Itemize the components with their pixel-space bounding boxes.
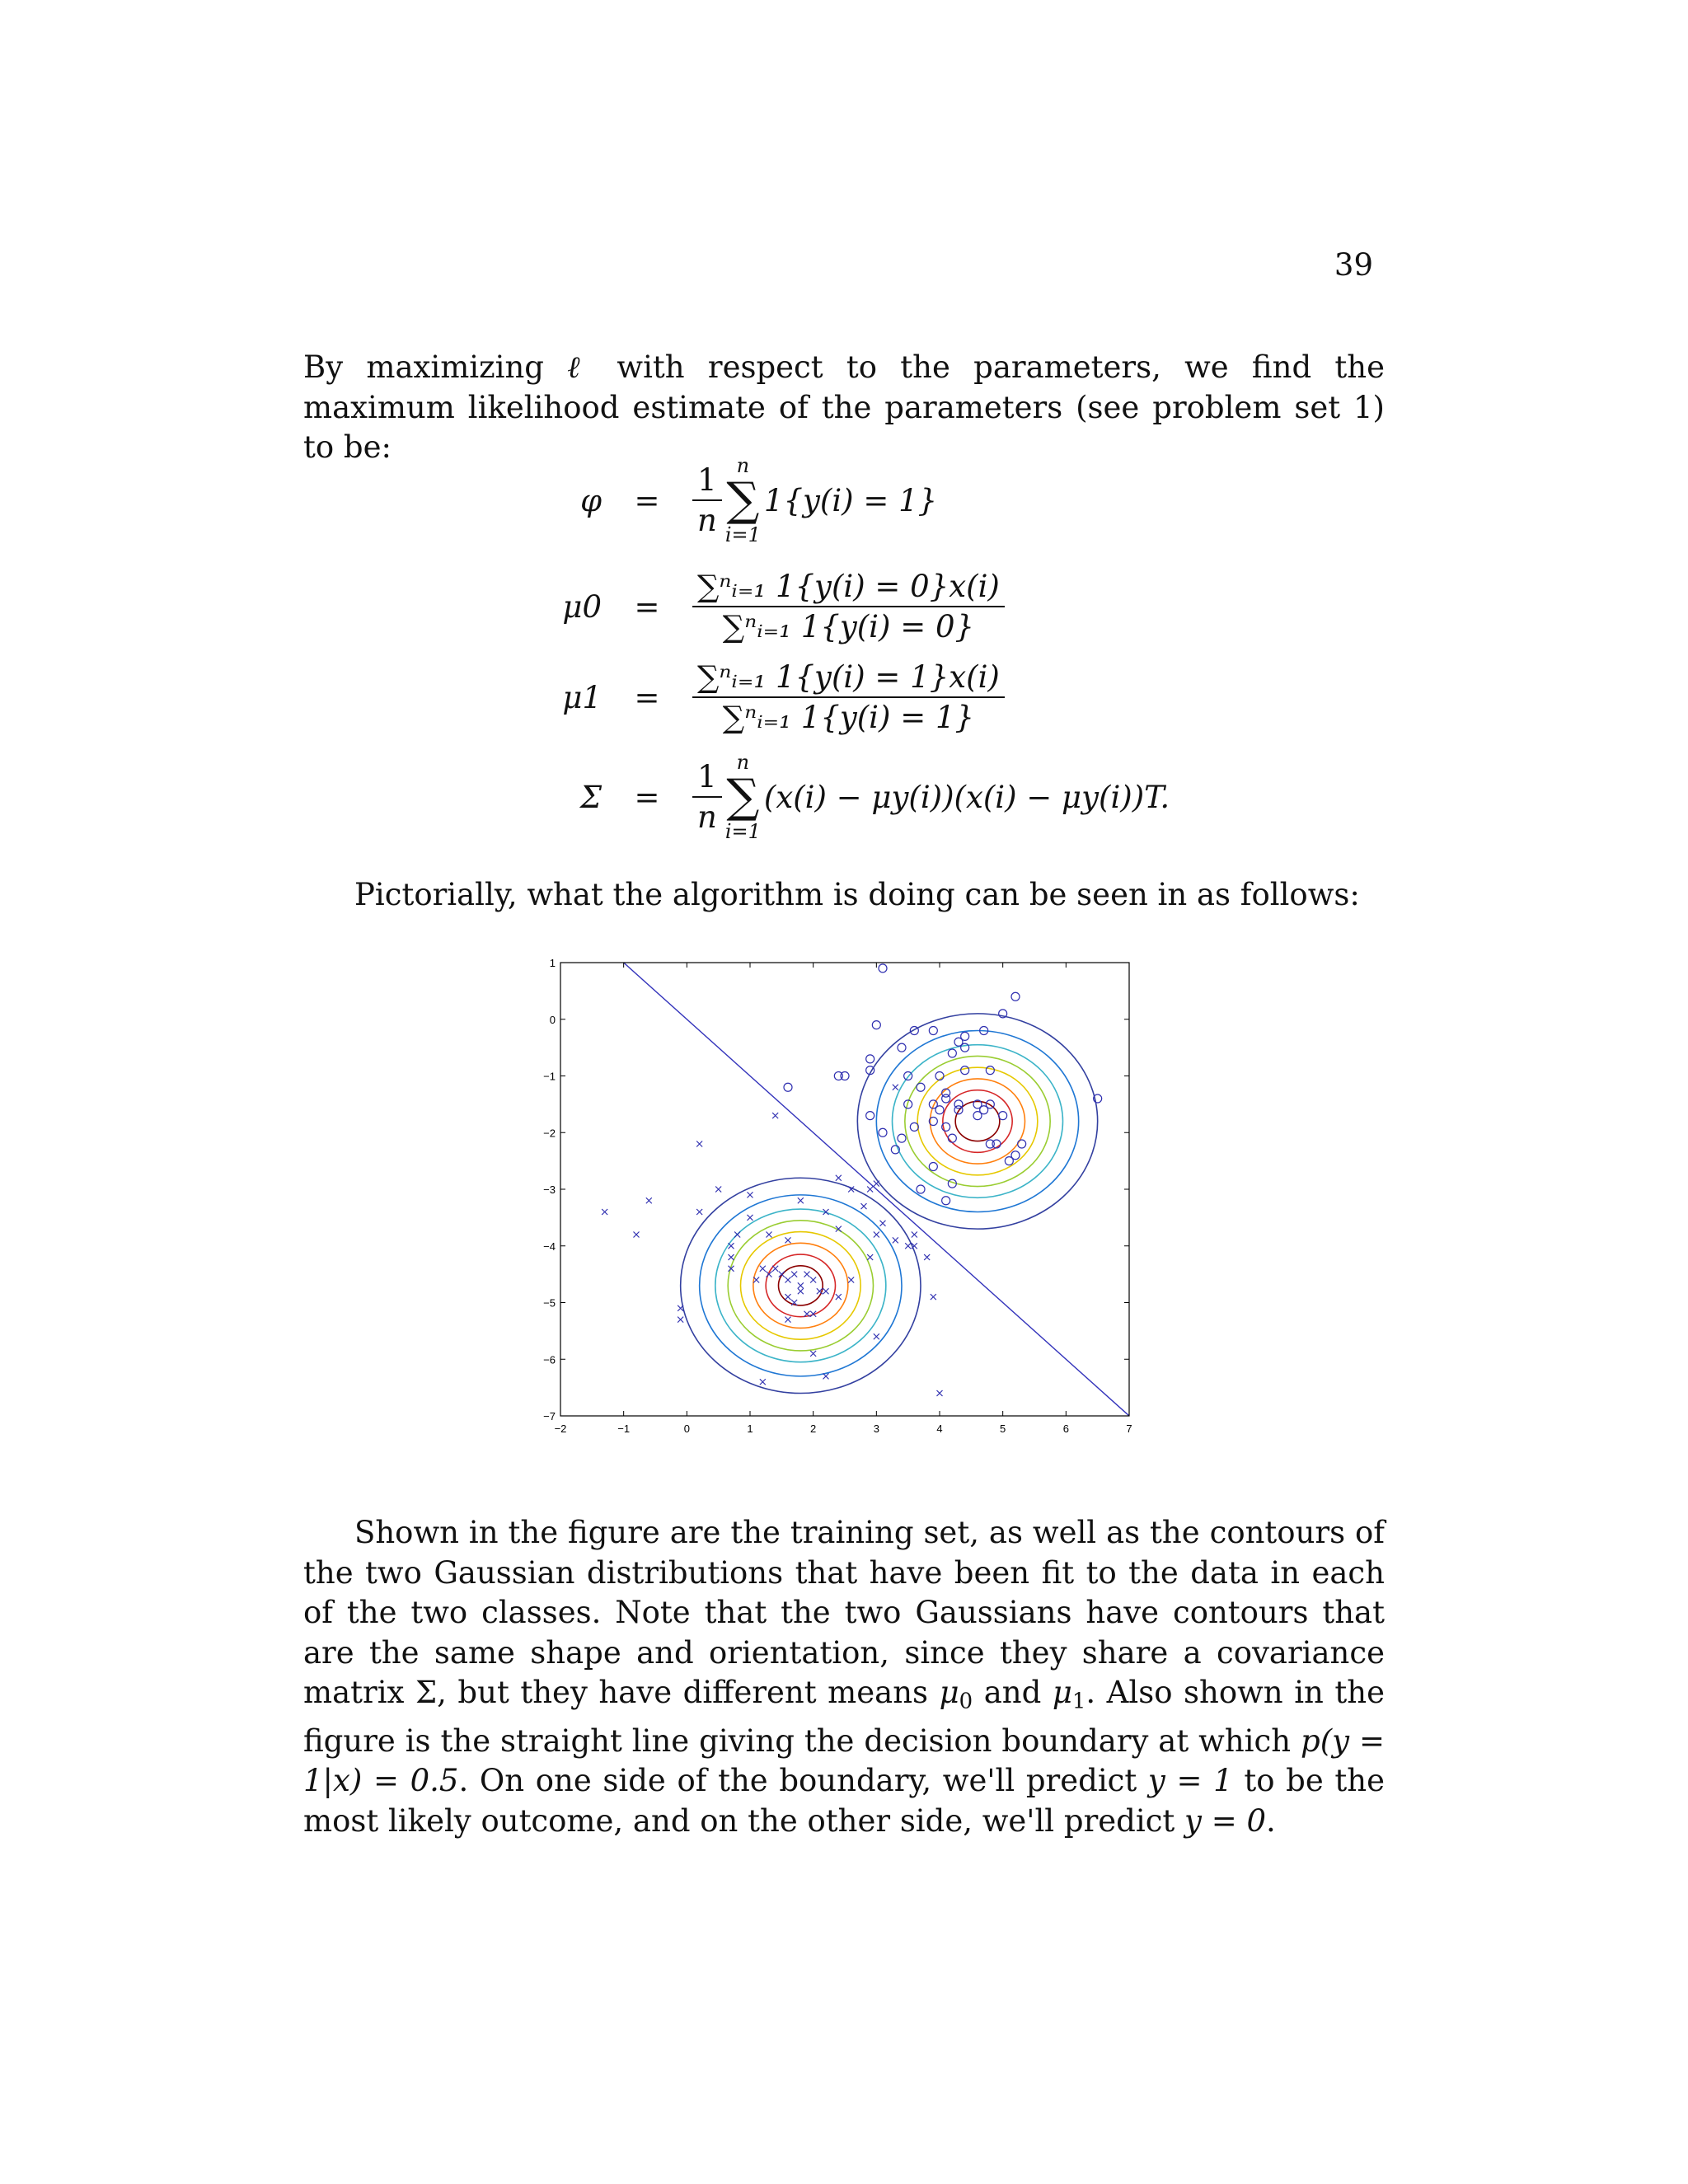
point-x-41 [893, 1237, 898, 1243]
point-o-36 [898, 1134, 906, 1142]
point-x-30 [785, 1317, 791, 1323]
fraction [692, 759, 722, 835]
point-x-15 [760, 1266, 766, 1272]
point-x-38 [867, 1187, 873, 1193]
gda-figure [528, 956, 1137, 1442]
contour-1-6 [876, 1031, 1078, 1212]
point-x-53 [893, 1085, 898, 1090]
point-x-57 [937, 1390, 943, 1396]
mu0-subscript: 0 [959, 1689, 973, 1714]
point-o-11 [898, 1043, 906, 1052]
point-x-22 [798, 1288, 804, 1294]
equation-mu1 [528, 659, 1005, 735]
sum-upper: n [736, 751, 750, 774]
point-x-48 [924, 1254, 930, 1260]
point-x-24 [804, 1272, 810, 1277]
fraction-den: ∑ⁿᵢ₌₁ 1{y(i) = 0} [722, 609, 975, 644]
point-x-0 [602, 1209, 607, 1215]
mu1-symbol: μ [1052, 1675, 1072, 1710]
point-o-21 [917, 1083, 925, 1091]
contour-1-1 [943, 1090, 1012, 1153]
fraction-num: 1 [692, 759, 722, 798]
intro-text-b: with respect to the parameters, we find the maximum likelihood estimate of the parameters (see problem set 1) to be: [303, 349, 1385, 465]
fraction-den: n [697, 799, 717, 835]
decision-boundary-line [624, 963, 1129, 1416]
x-tick-label-3: 1 [747, 1422, 753, 1435]
mu1-subscript: 1 [1071, 1689, 1086, 1714]
desc-text-c: . Also shown in the figure is the straight line giving the decision boundary at which [303, 1675, 1385, 1759]
contour-1-7 [857, 1014, 1097, 1229]
sum-sigma: ∑ [726, 770, 760, 823]
equation-lhs: φ [580, 482, 602, 518]
intro-paragraph [303, 348, 1385, 468]
summation [725, 455, 761, 546]
point-x-50 [798, 1197, 804, 1203]
equation-rel: = [634, 482, 660, 518]
page-number: 39 [1334, 247, 1373, 283]
y-tick-label-1: −6 [543, 1353, 556, 1366]
point-o-0 [879, 964, 887, 972]
point-o-44 [929, 1163, 937, 1171]
point-x-55 [810, 1351, 816, 1357]
point-x-20 [785, 1294, 791, 1300]
point-o-3 [872, 1021, 880, 1029]
y-tick-label-8: 1 [549, 957, 556, 969]
x-tick-label-4: 2 [810, 1422, 817, 1435]
point-x-37 [861, 1203, 867, 1209]
point-x-14 [753, 1277, 759, 1283]
contour-1-2 [931, 1079, 1025, 1164]
point-x-7 [696, 1209, 702, 1215]
point-o-10 [948, 1049, 956, 1057]
x-tick-label-7: 5 [1000, 1422, 1006, 1435]
point-x-6 [715, 1187, 721, 1193]
desc-text-a: Shown in the figure are the training set, as well as the contours of the two Gaussian distributions that have been fit to the data in each of the two classes. Note that the two Gaussians have contours that are the same shape and orientation, since they share a covariance matrix Σ, but they have different means [303, 1515, 1385, 1710]
y-equals-1: y = 1 [1147, 1763, 1233, 1799]
equation-body: 1{y(i) = 1} [763, 482, 938, 518]
pictorial-paragraph: Pictorially, what the algorithm is doing can be seen in as follows: [354, 877, 1360, 912]
point-x-33 [785, 1237, 791, 1243]
point-o-38 [948, 1134, 956, 1142]
intro-text-a: By maximizing [303, 349, 568, 385]
sum-sigma: ∑ [726, 473, 760, 527]
fraction-den: n [697, 503, 717, 538]
equation-lhs: Σ [579, 779, 602, 815]
figure-description-paragraph [303, 1513, 1385, 1841]
point-x-59 [836, 1294, 842, 1300]
fraction-num: ∑ⁿᵢ₌₁ 1{y(i) = 1}x(i) [692, 659, 1005, 698]
point-x-27 [823, 1288, 829, 1294]
contour-1-4 [905, 1056, 1050, 1186]
point-x-23 [798, 1282, 804, 1288]
equation-sigma [528, 752, 1170, 842]
y-tick-label-0: −7 [543, 1410, 556, 1422]
point-o-12 [866, 1055, 874, 1063]
desc-text-d: . On one side of the boundary, we'll predict [458, 1763, 1148, 1799]
point-x-51 [836, 1175, 842, 1181]
point-o-32 [935, 1106, 944, 1114]
y-tick-label-7: 0 [549, 1013, 556, 1026]
fraction-num: ∑ⁿᵢ₌₁ 1{y(i) = 0}x(i) [692, 569, 1005, 607]
point-x-25 [810, 1277, 816, 1283]
point-x-17 [772, 1266, 778, 1272]
point-o-31 [999, 1112, 1007, 1120]
point-o-30 [980, 1106, 988, 1114]
point-x-58 [848, 1277, 854, 1283]
point-x-32 [767, 1232, 772, 1238]
point-x-39 [874, 1232, 879, 1238]
point-o-20 [986, 1066, 994, 1075]
point-x-45 [931, 1294, 936, 1300]
point-x-3 [696, 1141, 702, 1147]
point-x-49 [867, 1254, 873, 1260]
point-x-56 [874, 1333, 879, 1339]
fraction [692, 569, 1005, 644]
point-o-15 [841, 1072, 849, 1080]
point-x-21 [791, 1272, 797, 1277]
point-o-25 [942, 1094, 950, 1103]
x-tick-label-2: 0 [683, 1422, 690, 1435]
point-x-10 [734, 1232, 740, 1238]
point-x-1 [634, 1232, 640, 1238]
point-o-49 [942, 1197, 950, 1205]
contour-1-3 [917, 1067, 1038, 1175]
x-tick-label-9: 7 [1126, 1422, 1132, 1435]
point-o-9 [961, 1043, 969, 1052]
x-tick-label-1: −1 [617, 1422, 631, 1435]
equation-rel: = [634, 588, 660, 625]
point-x-52 [772, 1113, 778, 1118]
point-o-19 [961, 1066, 969, 1075]
point-x-19 [785, 1277, 791, 1283]
x-tick-label-8: 6 [1062, 1422, 1069, 1435]
point-x-11 [748, 1192, 753, 1197]
probability-expression: p(y = 1|x) = 0.5 [303, 1722, 1385, 1799]
point-x-44 [912, 1232, 917, 1238]
equation-lhs: μ1 [562, 679, 602, 715]
y-tick-label-3: −4 [543, 1240, 556, 1253]
equation-body: (x(i) − μy(i))(x(i) − μy(i))T. [763, 779, 1170, 815]
y-tick-label-2: −5 [543, 1296, 556, 1310]
point-x-8 [729, 1254, 734, 1260]
x-tick-label-6: 4 [936, 1422, 943, 1435]
point-o-42 [879, 1128, 887, 1137]
point-o-47 [1011, 1151, 1020, 1160]
point-x-54 [874, 1181, 879, 1187]
desc-text-e: to be the most likely outcome, and on the other side, we'll predict [303, 1763, 1386, 1839]
y-equals-0: y = 0 [1184, 1802, 1267, 1839]
sum-lower: i=1 [724, 820, 761, 843]
point-x-46 [823, 1373, 829, 1379]
desc-text-f: . [1266, 1802, 1276, 1839]
point-x-5 [678, 1317, 683, 1323]
y-tick-label-4: −3 [543, 1183, 556, 1196]
point-o-43 [866, 1112, 874, 1120]
y-tick-label-6: −1 [543, 1070, 556, 1083]
point-x-47 [760, 1379, 766, 1385]
point-o-41 [1018, 1140, 1026, 1148]
point-x-2 [646, 1197, 652, 1203]
point-x-13 [729, 1243, 734, 1249]
x-tick-label-0: −2 [554, 1422, 567, 1435]
point-o-5 [929, 1027, 937, 1035]
fraction [692, 659, 1005, 735]
fraction-num: 1 [692, 462, 722, 501]
mu0-symbol: μ [939, 1675, 959, 1710]
ell-symbol: ℓ [567, 349, 594, 385]
equation-mu0 [528, 569, 1005, 644]
fraction [692, 462, 722, 538]
equation-rel: = [634, 679, 660, 715]
equation-rel: = [634, 779, 660, 815]
summation [725, 752, 761, 842]
x-tick-label-5: 3 [873, 1422, 879, 1435]
point-o-1 [1011, 992, 1020, 1001]
point-x-40 [880, 1221, 886, 1226]
sum-upper: n [736, 454, 750, 477]
point-x-12 [748, 1215, 753, 1221]
y-tick-label-5: −2 [543, 1127, 556, 1140]
sum-lower: i=1 [724, 523, 761, 546]
point-o-48 [917, 1185, 925, 1193]
equation-phi [528, 455, 937, 546]
point-o-16 [784, 1083, 792, 1091]
equation-lhs: μ0 [562, 588, 602, 625]
fraction-den: ∑ⁿᵢ₌₁ 1{y(i) = 1} [722, 700, 975, 735]
point-x-42 [905, 1243, 911, 1249]
desc-text-b: and [973, 1675, 1053, 1710]
